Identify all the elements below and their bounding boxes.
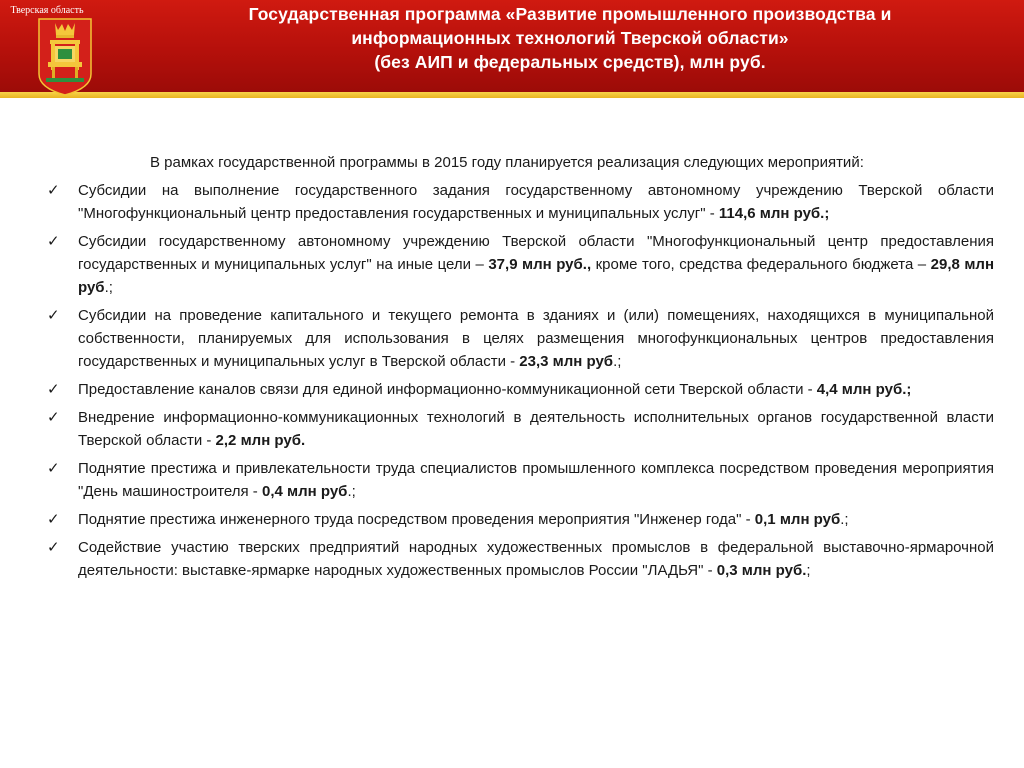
content-body bbox=[46, 151, 994, 587]
item-amount-federal: 29,8 млн руб bbox=[78, 256, 995, 296]
list-item bbox=[46, 536, 994, 582]
checkmark-icon: ✓ bbox=[47, 381, 60, 398]
checkmark-icon: ✓ bbox=[47, 409, 60, 426]
list-item bbox=[46, 230, 994, 299]
list-item bbox=[46, 304, 994, 373]
checkmark-icon: ✓ bbox=[47, 539, 60, 556]
region-label: Тверская область bbox=[10, 5, 84, 16]
slide-title bbox=[148, 2, 992, 74]
item-text: Предоставление каналов связи для единой информационно-коммуникационной сети Тверской области - bbox=[78, 381, 817, 398]
item-tail: .; bbox=[840, 511, 849, 528]
item-tail: .; bbox=[347, 483, 356, 500]
list-item bbox=[46, 378, 994, 401]
checkmark-icon: ✓ bbox=[47, 182, 60, 199]
checkmark-icon: ✓ bbox=[47, 460, 60, 477]
item-text: Поднятие престижа и привлекательности труда специалистов промышленного комплекса посредством проведения мероприятия "День машиностроителя - bbox=[78, 460, 994, 500]
list-item bbox=[46, 508, 994, 531]
item-tail: .; bbox=[613, 353, 622, 370]
item-text: Внедрение информационно-коммуникационных технологий в деятельность исполнительных органов государственной власти Тверской области - bbox=[78, 409, 994, 449]
item-amount: 23,3 млн руб bbox=[519, 353, 614, 370]
list-item bbox=[46, 179, 994, 225]
item-text: Содействие участию тверских предприятий народных художественных промыслов в федеральной выставочно-ярмарочной деятельности: выставке-ярмарке народных художественных промыслов России "ЛАДЬЯ" - bbox=[78, 539, 994, 579]
item-tail: ; bbox=[806, 562, 811, 579]
item-amount: 2,2 млн руб. bbox=[215, 432, 306, 449]
checkmark-icon: ✓ bbox=[47, 511, 60, 528]
title-line-1: Государственная программа «Развитие промышленного производства и bbox=[248, 4, 892, 24]
intro-paragraph bbox=[46, 151, 994, 174]
item-amount: 0,4 млн руб bbox=[261, 483, 348, 500]
item-amount: 0,3 млн руб. bbox=[716, 562, 807, 579]
item-text: Субсидии на выполнение государственного задания государственному автономному учреждению Тверской области "Многофункциональный центр предоставления государственных и муниципальных услуг" - bbox=[78, 182, 994, 222]
tver-coat-of-arms-icon bbox=[38, 18, 92, 96]
item-amount: 4,4 млн руб.; bbox=[816, 381, 912, 398]
item-text: Поднятие престижа инженерного труда посредством проведения мероприятия "Инженер года" - bbox=[78, 511, 755, 528]
item-amount: 114,6 млн руб.; bbox=[718, 205, 830, 222]
checkmark-icon: ✓ bbox=[47, 307, 60, 324]
header-accent-stripe bbox=[0, 92, 1024, 98]
item-text-continued: кроме того, средства федерального бюджета – bbox=[591, 256, 931, 273]
list-item bbox=[46, 457, 994, 503]
item-amount: 0,1 млн руб bbox=[754, 511, 841, 528]
title-line-3: (без АИП и федеральных средств), млн руб. bbox=[374, 52, 766, 72]
checkmark-icon: ✓ bbox=[47, 233, 60, 250]
list-item bbox=[46, 406, 994, 452]
item-text: Субсидии на проведение капитального и текущего ремонта в зданиях и (или) помещениях, находящихся в муниципальной собственности, планируемых для использования в целях размещения многофункциональных центров предоставления государственных и муниципальных услуг в Тверской области - bbox=[78, 307, 994, 370]
item-amount: 37,9 млн руб., bbox=[488, 256, 592, 273]
item-tail: .; bbox=[104, 279, 113, 296]
intro-text: В рамках государственной программы в 2015 году планируется реализация следующих мероприятий: bbox=[150, 154, 864, 171]
measures-list bbox=[46, 179, 994, 582]
item-text: Субсидии государственному автономному учреждению Тверской области "Многофункциональный центр предоставления государственных и муниципальных услуг" на иные цели – bbox=[78, 233, 994, 273]
title-line-2: информационных технологий Тверской области» bbox=[351, 28, 789, 48]
